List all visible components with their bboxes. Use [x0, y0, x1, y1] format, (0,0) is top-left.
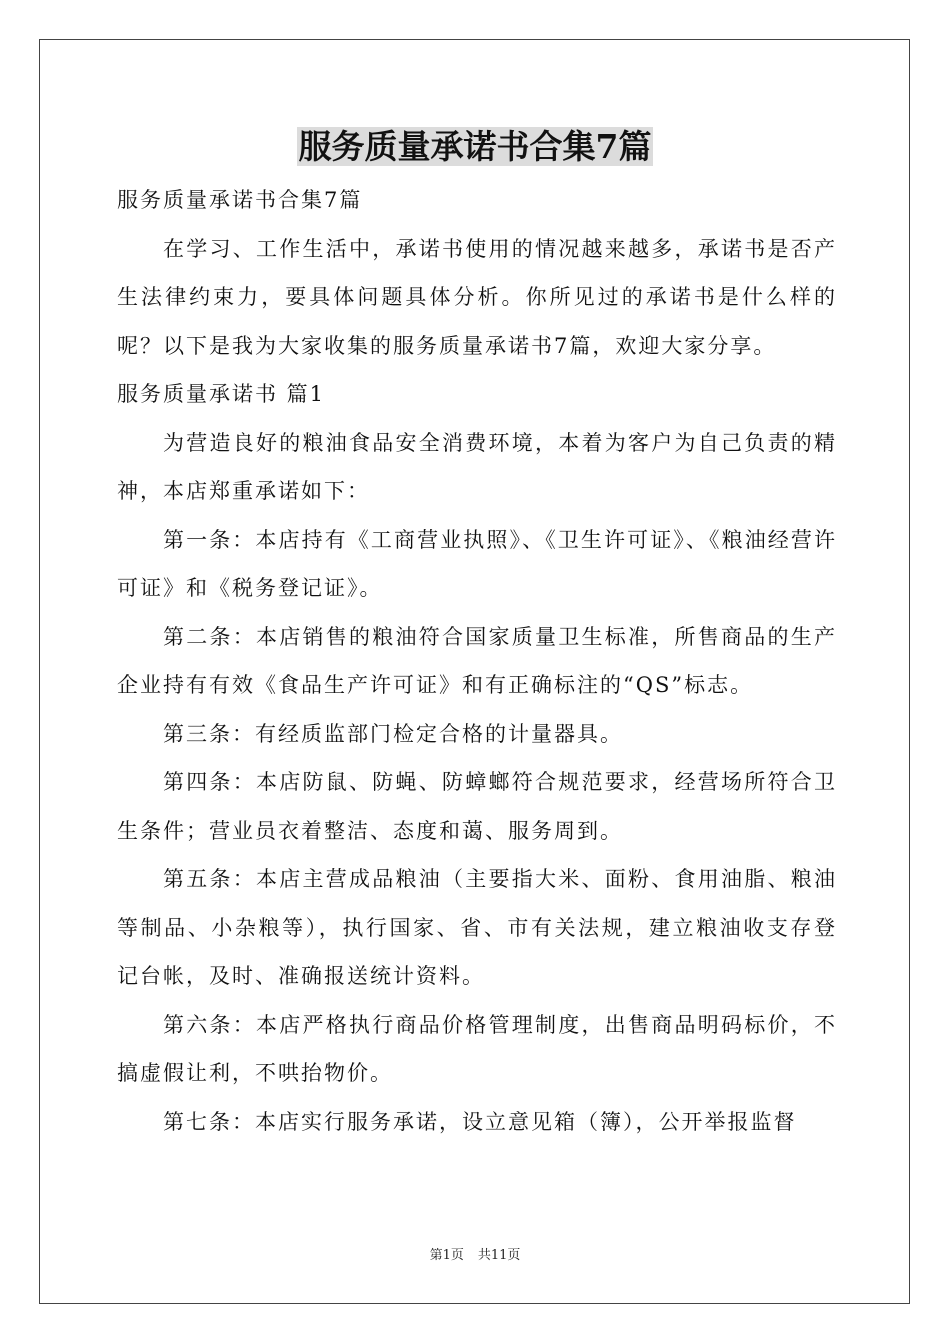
paragraph: 第五条：本店主营成品粮油（主要指大米、面粉、食用油脂、粮油等制品、小杂粮等），执行国家、省、市有关法规，建立粮油收支存登记台帐，及时、准确报送统计资料。 — [117, 867, 837, 988]
paragraph: 第二条：本店销售的粮油符合国家质量卫生标准，所售商品的生产企业持有有效《食品生产许可证》和有正确标注的“QS”标志。 — [117, 624, 837, 697]
document-title — [0, 124, 950, 170]
paragraph: 第七条：本店实行服务承诺，设立意见箱（簿），公开举报监督 — [163, 1109, 797, 1134]
paragraph: 第六条：本店严格执行商品价格管理制度，出售商品明码标价，不搞虚假让利，不哄抬物价。 — [117, 1012, 837, 1085]
page-total: 共11页 — [477, 1248, 521, 1263]
paragraph: 服务质量承诺书合集7篇 — [117, 188, 363, 212]
paragraph: 在学习、工作生活中，承诺书使用的情况越来越多，承诺书是否产生法律约束力，要具体问题具体分析。你所见过的承诺书是什么样的呢？以下是我为大家收集的服务质量承诺书7篇，欢迎大家分享。 — [117, 236, 837, 358]
paragraph: 服务质量承诺书 篇1 — [117, 382, 326, 406]
document-title-text: 服务质量承诺书合集7篇 — [298, 127, 652, 166]
paragraph: 第四条：本店防鼠、防蝇、防蟑螂符合规范要求，经营场所符合卫生条件；营业员衣着整洁、态度和蔼、服务周到。 — [117, 770, 837, 843]
page-footer — [0, 1247, 950, 1265]
paragraph: 第一条：本店持有《工商营业执照》、《卫生许可证》、《粮油经营许可证》和《税务登记证》。 — [117, 527, 837, 600]
document-body — [117, 176, 837, 1146]
paragraph: 第三条：有经质监部门检定合格的计量器具。 — [163, 721, 623, 746]
paragraph: 为营造良好的粮油食品安全消费环境，本着为客户为自己负责的精神，本店郑重承诺如下： — [117, 430, 837, 503]
page-number: 第1页 — [429, 1248, 464, 1263]
